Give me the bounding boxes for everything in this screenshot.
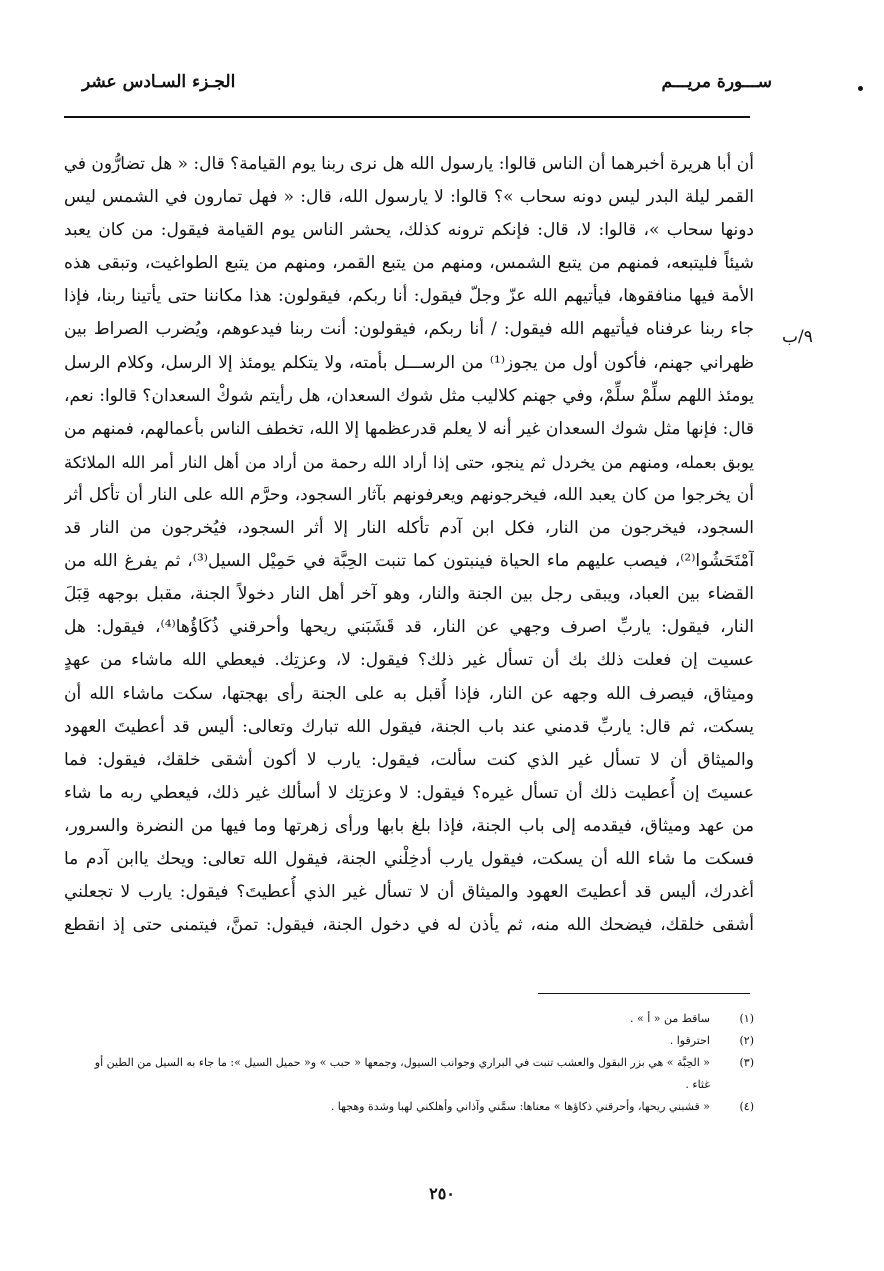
text-line: آمْتَحَشُوا⁽²⁾، فيصب عليهم ماء الحياة فينبتون كما تنبت الحِبَّة في حَمِيْل السيل⁽³⁾، ثم يفرغ الله من — [64, 551, 754, 572]
text-line: عسيت إن فعلت ذلك بك أن تسأل غير ذلك؟ فيقول: لا، وعزتِك. فيعطي الله ماشاء من عهدٍ — [64, 650, 754, 671]
text-line: يوبق بعمله، ومنهم من يخردل ثم ينجو، حتى إذا أراد الله رحمة من أراد من أهل النار أمر الله الملائكة — [64, 452, 754, 472]
footnote — [84, 1096, 754, 1118]
text-line: يسكت، ثم قال: ياربِّ قدمني عند باب الجنة، فيقول الله تبارك وتعالى: أليس قد أعطيتَ العهود — [64, 716, 754, 737]
main-text — [64, 148, 754, 942]
header-rule — [64, 116, 750, 118]
text-line: الأمة فيها منافقوها، فيأتيهم الله عزّ وجلّ فيقول: أنا ربكم، فيقولون: هذا مكاننا حتى يأتينا ربنا، فإذا — [64, 286, 754, 307]
text-line: شيئاً فليتبعه، فمنهم من يتبع الشمس، ومنهم من يتبع القمر، ومنهم من يتبع الطواغيت، وتبقى هذه — [64, 253, 754, 274]
footnote-text: احترقوا . — [669, 1034, 710, 1047]
manuscript-folio-note: ٩/ب — [782, 327, 813, 347]
text-line: السجود، فيخرجون من النار، فكل ابن آدم تأكله النار إلا أثر السجود، فيُخرجون من النار قد — [64, 518, 754, 539]
text-line: من عهد وميثاق، فيقدمه إلى باب الجنة، فإذا بلغ بابها ورأى زهرتها وما فيها من النضرة والسرور، — [64, 815, 754, 836]
footnote-number: (٤) — [739, 1100, 754, 1113]
text-line: أن يخرجوا من كان يعبد الله، فيخرجونهم ويعرفونهم بآثار السجود، وحرَّم الله على النار أن تأكل أثر — [64, 484, 754, 505]
footnote-text: « الحِبَّة » هي بزر البقول والعشب تنبت في البراري وجوانب السيول، وجمعها « حبب » و« حميل السيل »: ما جاء به السيل من الطين أو غثاء . — [94, 1056, 710, 1091]
text-line: فسكت ما شاء الله أن يسكت، فيقول يارب أدخِلْني الجنة، فيقول الله تعالى: ويحك ياابن آدم ما — [64, 848, 754, 869]
footnote-number: (١) — [739, 1012, 754, 1025]
text-line: وميثاق، فيصرف الله وجهه عن النار، فإذا أُقبل به على الجنة رأى بهجتها، سكت ماشاء الله أن — [64, 683, 754, 704]
footnote-number: (٣) — [739, 1056, 754, 1069]
text-line: ظهراني جهنم، فأكون أول من يجوز⁽¹⁾ من الرســـل بأمته، ولا يتكلم يومئذ إلا الرسل، وكلام الرسل — [64, 352, 754, 373]
text-line: والميثاق أن لا تسأل غير الذي كنت سألت، فيقول: يارب لا أكون أشقى خلقك، فيقول: فما — [64, 749, 754, 770]
part-title: الجـزء السـادس عشر — [82, 72, 236, 92]
text-line: النار، فيقول: ياربِّ اصرف وجهي عن النار، قد قَشَبَني ريحها وأحرقني ذُكَاؤُها⁽⁴⁾، فيقول: هل — [64, 617, 754, 638]
footnote-number: (٢) — [739, 1034, 754, 1047]
footnote — [84, 1008, 754, 1030]
footnote — [84, 1052, 754, 1096]
text-line: القمر ليلة البدر ليس دونه سحاب »؟ قالوا: لا يارسول الله، قال: « فهل تمارون في الشمس ليس — [64, 187, 754, 208]
footnote-text: « قشبني ريحها، وأحرقني ذكاؤها » معناها: سمَّني وآذاني وأهلكني لهبا وشدة وهجها . — [330, 1100, 710, 1113]
footnote — [84, 1030, 754, 1052]
text-line: قال: فإنها مثل شوك السعدان غير أنه لا يعلم قدرعظمها إلا الله، تخطف الناس بأعمالهم، فمنهم من — [64, 418, 754, 439]
text-line: أشقى خلقك، فيضحك الله منه، ثم يأذن له في دخول الجنة، فيقول: تمنَّ، فيتمنى حتى إذ انقطع — [64, 915, 754, 936]
text-line: دونها سحاب »، قالوا: لا، قال: فإنكم ترونه كذلك، يحشر الناس يوم القيامة فيقول: من كان يعبد — [64, 220, 754, 241]
text-line: أغدرك، أليس قد أعطيتَ العهود والميثاق أن لا تسأل غير الذي أُعطيتَ؟ فيقول: يارب لا تجعلني — [64, 882, 754, 903]
surah-title: ســـورة مريـــم — [661, 72, 772, 92]
text-line: أن أبا هريرة أخبرهما أن الناس قالوا: يارسول الله هل نرى ربنا يوم القيامة؟ قال: « هل تضارُّون في — [64, 154, 754, 174]
text-line: جاء ربنا عرفناه فيأتيهم الله فيقول: / أنا ربكم، فيقولون: أنت ربنا فيدعوهم، ويُضرب الصراط بين — [64, 319, 754, 340]
footnote-text: ساقط من « أ » . — [629, 1012, 710, 1025]
page-number: ٢٥٠ — [429, 1184, 455, 1203]
text-line: عسيتَ إن أُعطيت ذلك أن تسأل غيره؟ فيقول: لا وعزتِك لا أسألك غير ذلك، فيعطي ربه ما شاء — [64, 782, 754, 803]
margin-dot — [858, 86, 863, 91]
text-line: القضاء بين العباد، ويبقى رجل بين الجنة والنار، وهو آخر أهل النار دخولاً الجنة، مقبل بوجهه قِبَلَ — [64, 584, 754, 605]
footnotes — [84, 1008, 754, 1118]
text-line: يومئذ اللهم سلِّمْ سلِّمْ، وفي جهنم كلاليب مثل شوك السعدان، هل رأيتم شوكْ السعدان؟ قالوا: نعم، — [64, 385, 754, 406]
footnote-rule — [538, 993, 750, 994]
